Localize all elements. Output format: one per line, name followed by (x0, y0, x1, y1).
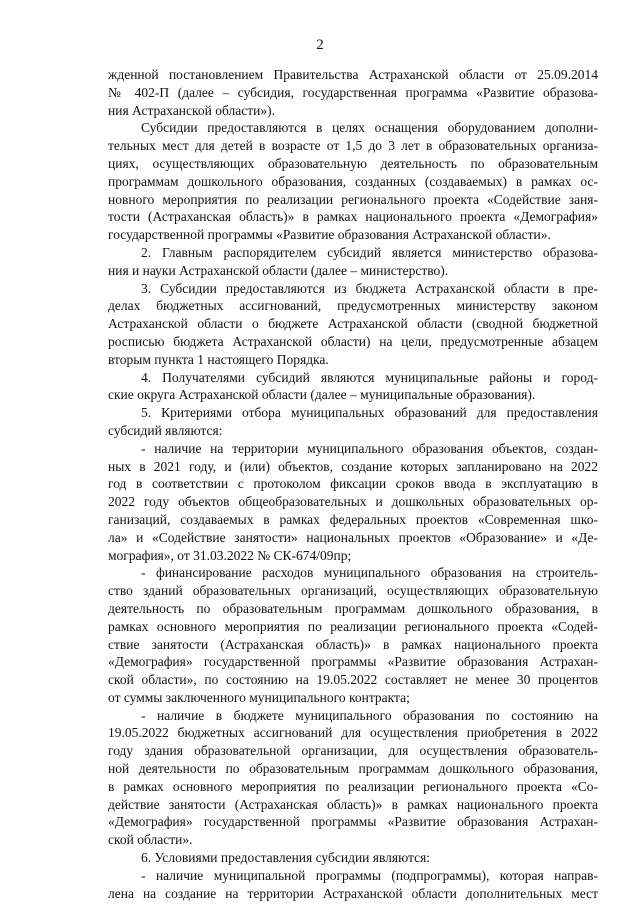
text-line: № 402-П (далее – субсидия, государственная программа «Развитие образова- (108, 84, 598, 100)
paragraph (108, 404, 598, 440)
paragraph (108, 66, 598, 119)
text-line: году здания образовательной организации, для осуществления образователь- (108, 743, 598, 759)
paragraph (108, 244, 598, 280)
text-line: ной деятельности по образовательным программам дошкольного образования, (108, 761, 598, 777)
paragraph (108, 440, 598, 565)
text-line: ния Астраханской области»). (108, 102, 275, 118)
paragraph (108, 369, 598, 405)
text-line: рамках основного мероприятия по реализации регионального проекта «Содей- (108, 618, 598, 634)
paragraph (108, 280, 598, 369)
text-line: росписью бюджета Астраханской области) на цели, предусмотренные абзацем (108, 333, 598, 349)
text-line: программам дошкольного образования, созданных (создаваемых) в рамках ос- (108, 173, 598, 189)
paragraph (108, 849, 598, 867)
text-line: новного мероприятия по реализации регионального проекта «Содействие заня- (108, 191, 598, 207)
text-line: от суммы заключенного муниципального контракта; (108, 689, 410, 705)
paragraph (108, 867, 598, 903)
text-line: жденной постановлением Правительства Астраханской области от 25.09.2014 (108, 67, 598, 82)
text-line: 6. Условиями предоставления субсидии являются: (141, 850, 431, 866)
text-line: вторым пункта 1 настоящего Порядка. (108, 351, 329, 367)
text-line: 4. Получателями субсидий являются муниципальные районы и город- (141, 369, 598, 385)
text-line: тости (Астраханская область)» в рамках национального проекта «Демография» (108, 209, 598, 225)
text-line: - наличие на территории муниципального образования объектов, создан- (141, 440, 598, 456)
text-line: - наличие в бюджете муниципального образования по состоянию на (141, 707, 598, 723)
text-line: тельных мест для детей в возрасте от 1,5 до 3 лет в образовательных организа- (108, 138, 598, 154)
paragraph (108, 119, 598, 244)
text-line: в рамках основного мероприятия по реализации регионального проекта «Со- (108, 778, 598, 794)
text-line: - наличие муниципальной программы (подпрограммы), которая направ- (141, 867, 598, 883)
text-line: ствие занятости (Астраханская область)» в рамках национального проекта (108, 636, 598, 652)
text-line: деятельность по образовательным программам дошкольного образования, в (108, 600, 598, 616)
text-line: «Демография» государственной программы «Развитие образования Астрахан- (108, 814, 598, 830)
text-line: 5. Критериями отбора муниципальных образований для предоставления (141, 405, 598, 421)
text-line: 19.05.2022 бюджетных ассигнований для осуществления приобретения в 2022 (108, 725, 598, 741)
text-line: 3. Субсидии предоставляются из бюджета Астраханской области в пре- (141, 280, 598, 296)
text-line: ла» и «Содействие занятости» национальных проектов «Образование» и «Де- (108, 529, 598, 545)
text-line: ские округа Астраханской области (далее – муниципальные образования). (108, 387, 536, 403)
page-number: 2 (316, 37, 324, 53)
text-line: Астраханской области о бюджете Астраханской области (сводной бюджетной (108, 316, 598, 332)
text-line: ской области», по состоянию на 19.05.2022 составляет не менее 30 процентов (108, 672, 598, 688)
text-line: государственной программы «Развитие образования Астраханской области». (108, 227, 551, 243)
text-line: ганизаций, создаваемых в рамках федеральных проектов «Современная шко- (108, 511, 598, 527)
document-body (108, 66, 598, 902)
paragraph (108, 707, 598, 849)
text-line: лена на создание на территории Астраханской области дополнительных мест (108, 885, 598, 901)
text-line: Субсидии предоставляются в целях оснащения оборудованием дополни- (141, 120, 598, 136)
text-line: делах бюджетных ассигнований, предусмотренных министерству законом (108, 298, 598, 314)
text-line: - финансирование расходов муниципального образования на строитель- (141, 565, 598, 581)
text-line: ных в 2021 году, и (или) объектов, создание которых запланировано на 2022 (108, 458, 598, 474)
text-line: 2. Главным распорядителем субсидий является министерство образова- (141, 244, 598, 260)
text-line: ской области». (108, 832, 193, 848)
text-line: субсидий являются: (108, 422, 223, 438)
text-line: ния и науки Астраханской области (далее – министерство). (108, 262, 449, 278)
text-line: «Демография» государственной программы «Развитие образования Астрахан- (108, 654, 598, 670)
text-line: действие занятости (Астраханская область)» в рамках национального проекта (108, 796, 598, 812)
text-line: 2022 году объектов общеобразовательных и дошкольных образовательных ор- (108, 494, 598, 510)
text-line: год в соответствии с протоколом фиксации сроков ввода в эксплуатацию в (108, 476, 598, 492)
text-line: мография», от 31.03.2022 № СК-674/09пр; (108, 547, 352, 563)
paragraph (108, 564, 598, 706)
text-line: ство зданий образовательных организаций, осуществляющих образовательную (108, 583, 598, 599)
text-line: циях, осуществляющих образовательную деятельность по образовательным (108, 155, 598, 171)
